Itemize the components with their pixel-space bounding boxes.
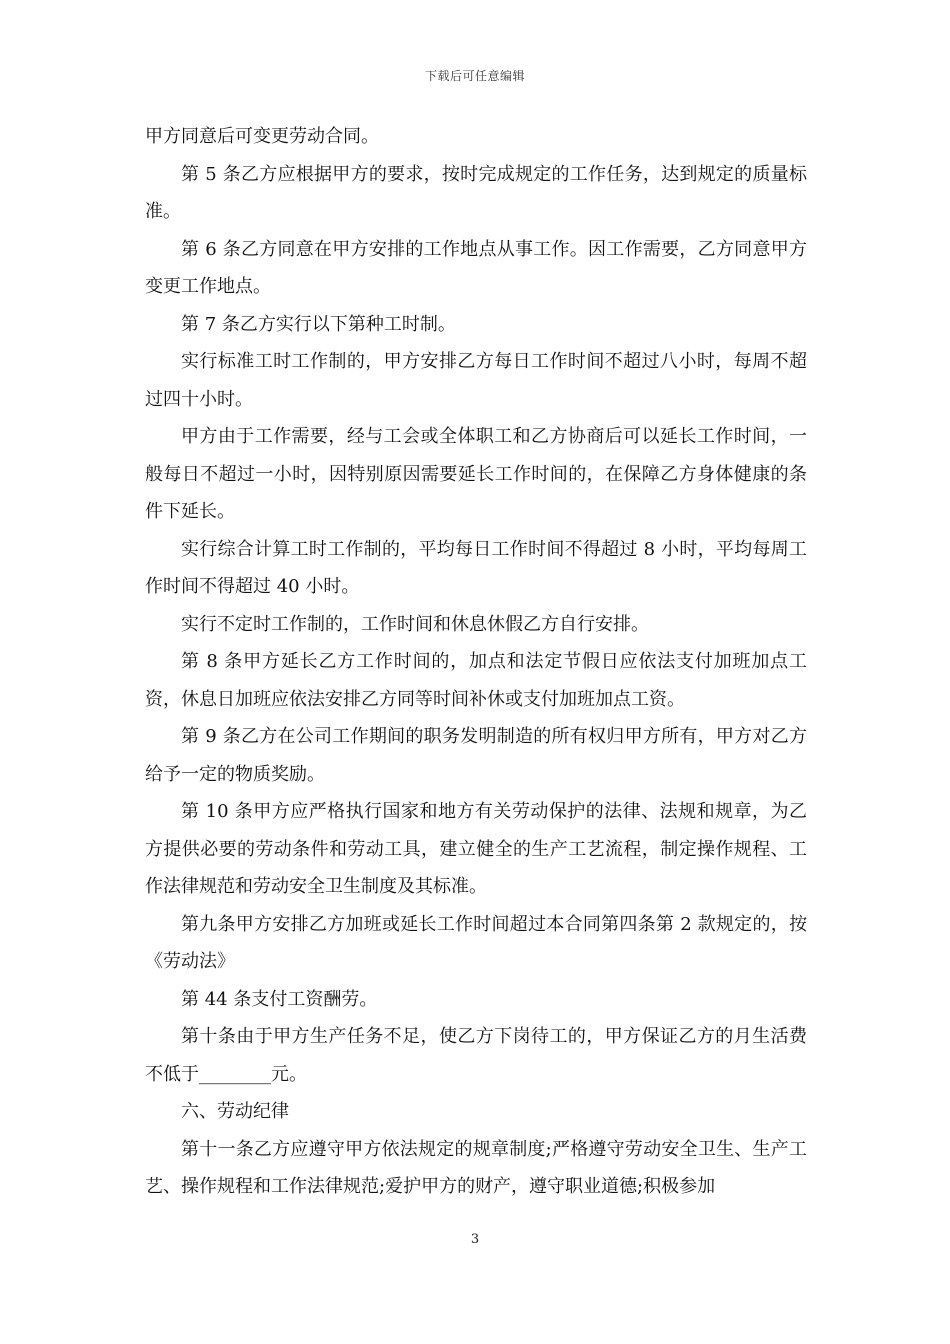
- paragraph: 实行不定时工作制的，工作时间和休息休假乙方自行安排。: [181, 613, 649, 635]
- paragraph: 第九条甲方安排乙方加班或延长工作时间超过本合同第四条第 2 款规定的，按《劳动法》: [145, 913, 807, 972]
- paragraph: 第 9 条乙方在公司工作期间的职务发明制造的所有权归甲方所有，甲方对乙方给予一定的物质奖励。: [145, 726, 807, 785]
- paragraph: 第 5 条乙方应根据甲方的要求，按时完成规定的工作任务，达到规定的质量标准。: [145, 163, 807, 222]
- document-body: [145, 118, 807, 1206]
- paragraph: 第十一条乙方应遵守甲方依法规定的规章制度;严格遵守劳动安全卫生、生产工艺、操作规程和工作法律规范;爱护甲方的财产，遵守职业道德;积极参加: [145, 1138, 807, 1197]
- paragraph: 第 10 条甲方应严格执行国家和地方有关劳动保护的法律、法规和规章，为乙方提供必要的劳动条件和劳动工具，建立健全的生产工艺流程，制定操作规程、工作法律规范和劳动安全卫生制度及其标准。: [145, 801, 807, 897]
- paragraph: 实行标准工时工作制的，甲方安排乙方每日工作时间不超过八小时，每周不超过四十小时。: [145, 351, 807, 410]
- paragraph: 甲方由于工作需要，经与工会或全体职工和乙方协商后可以延长工作时间，一般每日不超过一小时，因特别原因需要延长工作时间的，在保障乙方身体健康的条件下延长。: [145, 426, 807, 522]
- page-header: 下载后可任意编辑: [424, 69, 525, 83]
- section-heading: 六、劳动纪律: [181, 1101, 289, 1122]
- paragraph: 甲方同意后可变更劳动合同。: [145, 126, 379, 147]
- page-number: 3: [470, 1232, 480, 1247]
- paragraph: 第 7 条乙方实行以下第种工时制。: [181, 313, 456, 335]
- paragraph: 实行综合计算工时工作制的，平均每日工作时间不得超过 8 小时，平均每周工作时间不得超过 40 小时。: [145, 538, 807, 597]
- paragraph: 第十条由于甲方生产任务不足，使乙方下岗待工的，甲方保证乙方的月生活费不低于________元。: [145, 1026, 807, 1085]
- paragraph: 第 8 条甲方延长乙方工作时间的，加点和法定节假日应依法支付加班加点工资，休息日加班应依法安排乙方同等时间补休或支付加班加点工资。: [145, 651, 807, 710]
- paragraph: 第 6 条乙方同意在甲方安排的工作地点从事工作。因工作需要，乙方同意甲方变更工作地点。: [145, 238, 807, 297]
- paragraph: 第 44 条支付工资酬劳。: [181, 988, 378, 1010]
